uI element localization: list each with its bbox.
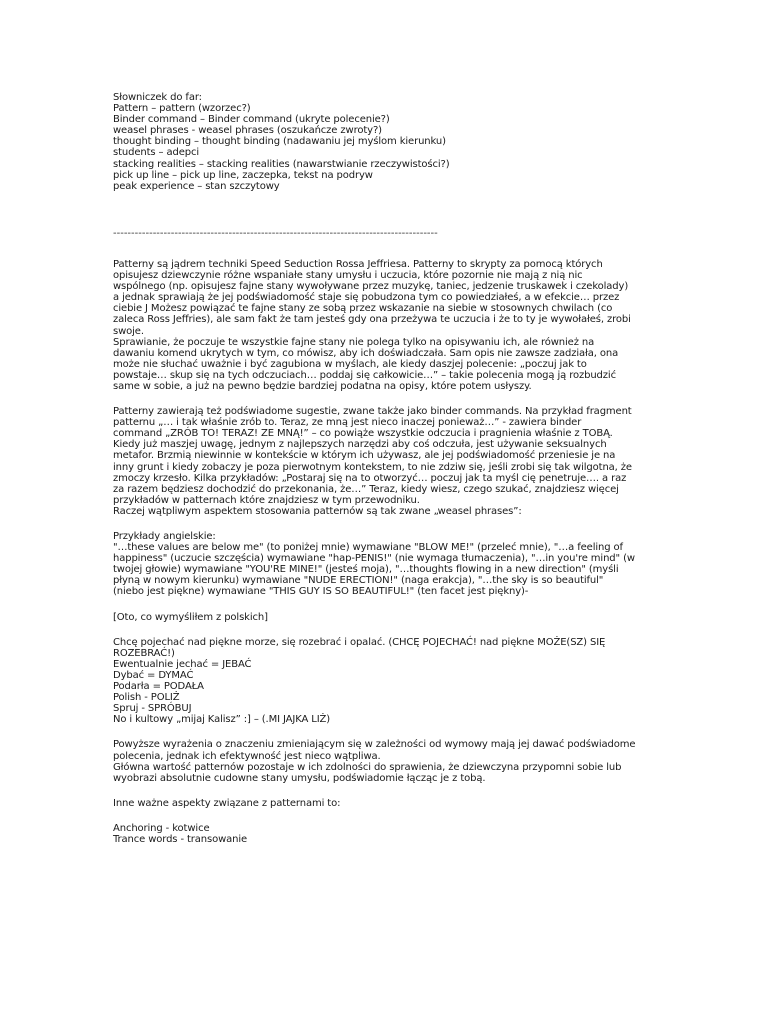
text-line: Podarła = PODAŁA [113, 681, 204, 693]
glossary-item: pick up line – pick up line, zaczepka, tekst na podryw [113, 169, 373, 181]
text-line: same w sobie, a już na pewno będzie bardziej podatna na opisy, które potem usłyszy. [113, 380, 532, 392]
text-line: No i kultowy „mijaj Kalisz” :] – (.MI JAJKA LIŻ) [113, 714, 331, 726]
text-line: Chcę pojechać nad piękne morze, się rozebrać i opalać. (CHCĘ POJECHAĆ! nad piękne MOŻE(SZ) SIĘ [113, 636, 606, 648]
other-aspects-heading: Inne ważne aspekty związane z patternami to: [113, 797, 341, 809]
text-line: powstaje… skup się na tych odczuciach… poddaj się całkowicie…” – takie polecenia mogą ją rozbudzić [113, 369, 616, 381]
glossary-item: students – adepci [113, 147, 200, 159]
text-line: a jednak sprawiają że jej podświadomość staje się pobudzona tym co powiedziałeś, a w efekcie… przez [113, 292, 620, 304]
text-line: Polish - POLIŻ [113, 692, 180, 704]
text-line: ROZEBRAĆ!) [113, 647, 175, 659]
text-line: Trance words - transowanie [113, 833, 248, 845]
text-line: ciebie J Możesz powiązać te fajne stany ze sobą przez wskazanie na siebie w stosownych chwilach (co [113, 303, 613, 315]
text-line: Kiedy już maszjej uwagę, jednym z najlepszych narzędzi aby coś odczuła, jest używanie seksualnych [113, 439, 607, 451]
paragraph-intro [113, 259, 673, 392]
glossary-item: Pattern – pattern (wzorzec?) [113, 103, 251, 115]
text-line: za razem będziesz dochodzić do przekonania, że…” Teraz, kiedy wiesz, czego szukać, znajdziesz więcej [113, 483, 619, 495]
text-line: polecenia, jednak ich efektywność jest nieco wątpliwa. [113, 750, 381, 762]
paragraph-other-aspects [113, 823, 673, 845]
text-line: dawaniu komend ukrytych w tym, co mówisz, aby ich doświadczała. Sam opis nie zawsze zadziała, ona [113, 347, 619, 359]
text-line: metafor. Brzmią niewinnie w kontekście w którym ich używasz, ale jej podświadomość przeniesie je na [113, 450, 616, 462]
text-line: Ewentualnie jechać = JEBAĆ [113, 658, 252, 670]
glossary-item: stacking realities – stacking realities (nawarstwianie rzeczywistości?) [113, 158, 450, 170]
document-page [113, 92, 673, 845]
text-line: Powyższe wyrażenia o znaczeniu zmieniającym się w zależności od wymowy mają jej dawać podświadome [113, 739, 636, 751]
paragraph-english-examples [113, 531, 673, 598]
paragraph-conclusion [113, 739, 673, 783]
paragraph-polish-examples [113, 637, 673, 726]
text-line: happiness" (uczucie szczęścia) wymawiane "hap-PENIS!" (nie wymaga tłumaczenia), "…in you're mind" (w [113, 553, 635, 565]
text-line: swoje. [113, 325, 144, 337]
glossary-title: Słowniczek do far: [113, 92, 202, 103]
text-line: zaleca Ross Jeffries), ale sam fakt że tam jesteś gdy ona przeżywa te uczucia i że to ty je wywołałeś, zrobi [113, 314, 631, 326]
text-line: "…these values are below me" (to poniżej mnie) wymawiane "BLOW ME!" (przeleć mnie), "…a feeling of [113, 542, 623, 554]
text-line: Patterny zawierają też podświadome sugestie, zwane także jako binder commands. Na przykład fragment [113, 406, 632, 418]
glossary-item: Binder command – Binder command (ukryte polecenie?) [113, 114, 390, 126]
text-line: command „ZRÓB TO! TERAZ! ZE MNĄ!” – co powiąże wszystkie odczucia i pragnienia właśnie z TOBĄ. [113, 428, 613, 440]
text-line: może nie słuchać uważnie i być zagubiona w myślach, ale kiedy daszjej polecenie: „poczuj jak to [113, 358, 587, 370]
paragraph-binder-commands [113, 406, 673, 517]
text-line: Sprawianie, że poczuje te wszystkie fajne stany nie polega tylko na opisywaniu ich, ale również na [113, 336, 595, 348]
text-line: przykładów w patternach które znajdziesz w tym przewodniku. [113, 494, 420, 506]
text-line: płyną w nowym kierunku) wymawiane "NUDE ERECTION!" (naga erakcja), "…the sky is so beautiful" [113, 575, 604, 587]
text-line: opisujesz dziewczynie różne wspaniałe stany umysłu i uczucia, które pozornie nie mają z nią nic [113, 270, 583, 282]
text-line: (niebo jest piękne) wymawiane "THIS GUY IS SO BEAUTIFUL!" (ten facet jest piękny)- [113, 586, 529, 598]
polish-examples-heading: [Oto, co wymyśliłem z polskich] [113, 611, 268, 623]
text-line: wyobrazi absolutnie cudowne stany umysłu, podświadomie łącząc je z tobą. [113, 772, 486, 784]
text-line: twojej głowie) wymawiane "YOU'RE MINE!" (jesteś moja), "…thoughts flowing in a new direction" (myśli [113, 564, 619, 576]
glossary-item: thought binding – thought binding (nadawaniu jej myślom kierunku) [113, 136, 446, 148]
text-line: Spruj - SPRÓBUJ [113, 703, 192, 715]
text-line: zmoczy krzesło. Kilka przykładów: „Postaraj się na to otworzyć… poczuj jak ta myśl cię penetruje…. a raz [113, 472, 627, 484]
glossary-item: peak experience – stan szczytowy [113, 180, 280, 192]
text-line: Główna wartość patternów pozostaje w ich zdolności do sprawienia, że dziewczyna przypomni sobie lub [113, 761, 622, 773]
section-divider: ------------------------------------------------------------------------------------------ [113, 227, 438, 239]
glossary-section [113, 92, 673, 192]
text-line: patternu „… i tak właśnie zrób to. Teraz, ze mną jest nieco inaczej ponieważ…” - zawiera binder [113, 417, 582, 429]
text-line: Dybać = DYMAĆ [113, 669, 194, 681]
glossary-item: weasel phrases - weasel phrases (oszukańcze zwroty?) [113, 125, 382, 137]
text-line: wspólnego (np. opisujesz fajne stany wywoływane przez muzykę, taniec, jedzenie truskawek i czekolady) [113, 281, 629, 293]
text-line: Przykłady angielskie: [113, 531, 216, 542]
text-line: Anchoring - kotwice [113, 822, 210, 834]
text-line: Raczej wątpliwym aspektem stosowania patternów są tak zwane „weasel phrases”: [113, 505, 522, 517]
text-line: Patterny są jądrem techniki Speed Seduction Rossa Jeffriesa. Patterny to skrypty za pomocą których [113, 258, 603, 270]
text-line: inny grunt i kiedy zobaczy je poza pierwotnym kontekstem, to nie zdziw się, jeśli zrobi się tak wilgotna, że [113, 461, 632, 473]
